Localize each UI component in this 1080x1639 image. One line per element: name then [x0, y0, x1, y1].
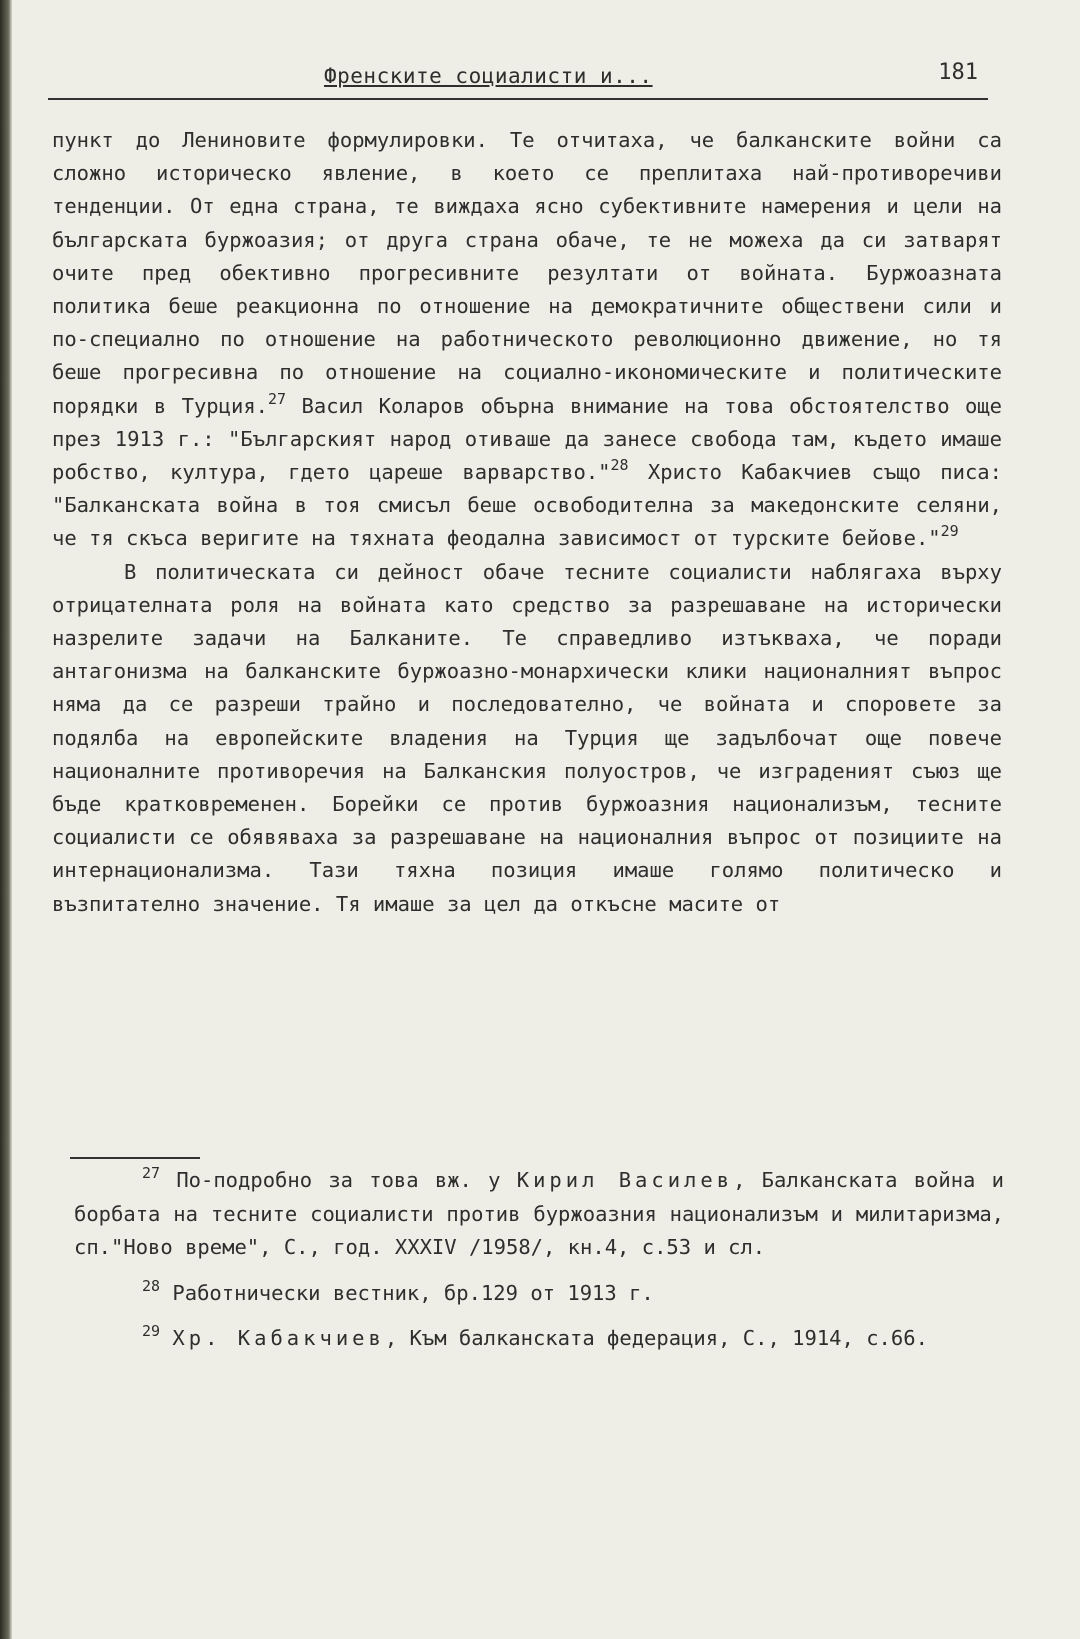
- footnote-text: , Балканската война и борбата на тесните социалисти против буржоазния национализъм и милитаризма, сп."Ново време", С., год. XXXIV /1958/, кн.4, с.53 и сл.: [74, 1168, 1004, 1259]
- footnote-text: Работнически вестник, бр.129 от 1913 г.: [172, 1280, 654, 1305]
- paragraph-1-part-2: Васил Коларов обърна внимание на това обстоятелство още през 1913 г.: "Българският народ отиваше да занесе свобода там, където имаше робство, култура, гдето цареше варварство.": [52, 393, 1002, 485]
- main-text: [52, 124, 1002, 921]
- footnote-29: [74, 1322, 1004, 1356]
- footnote-text: По-подробно за това вж. у: [176, 1168, 517, 1192]
- page-header: [48, 60, 988, 100]
- footnote-ref-28: 28: [610, 456, 629, 475]
- footnotes: [74, 1164, 1004, 1368]
- paragraph-1-part-1: пункт до Лениновите формулировки. Те отчитаха, че балканските войни са сложно историческо явление, в което се преплитаха най-противоречиви тенденции. От една страна, те виждаха ясно субективните намерения и цели на българската буржоазия; от друга страна обаче, те не можеха да си затварят очите пред обективно прогресивните резултати от войната. Буржоазната политика беше реакционна по отношение на демократичните обществени сили и по-специално по отношение на работническото революционно движение, но тя беше прогресивна по отношение на социално-икономическите и политическите порядки в Турция.: [52, 128, 1002, 418]
- footnote-27: [74, 1164, 1004, 1265]
- page-number: 181: [938, 60, 978, 85]
- footnote-author: Хр. Кабакчиев: [172, 1326, 385, 1350]
- paragraph-1-part-3: Христо Кабакчиев също писа: "Балканската война в тоя смисъл беше освободителна за македонските селяни, че тя скъса веригите на тяхната феодална зависимост от турските бейове.": [52, 460, 1002, 551]
- footnote-text: , Към балканската федерация, С., 1914, с.66.: [384, 1326, 928, 1350]
- paragraph-2: В политическата си дейност обаче тесните социалисти наблягаха върху отрицателната роля на войната като средство за разрешаване на исторически назрелите задачи на Балканите. Те справедливо изтъкваха, че поради антагонизма на балканските буржоазно-монархически клики националният въпрос няма да се разреши трайно и последователно, че войната и споровете за подялба на европейските владения на Турция ще задълбочат още повече националните противоречия на Балканския полуостров, че изграденият съюз ще бъде кратковременен. Борейки се против буржоазния национализъм, тесните социалисти се обявяваха за разрешаване на националния въпрос от позициите на интернационализма. Тази тяхна позиция имаше голямо политическо и възпитателно значение. Тя имаше за цел да откъсне масите от: [52, 559, 1002, 916]
- footnote-author: Кирил Василев: [516, 1168, 734, 1192]
- footnote-28: [74, 1277, 1004, 1311]
- book-page: [12, 0, 1080, 1639]
- footnote-number: 28: [142, 1276, 161, 1295]
- footnote-ref-29: 29: [940, 522, 959, 541]
- footnote-number: 29: [142, 1322, 161, 1340]
- footnote-ref-27: 27: [268, 389, 287, 408]
- paragraph-1: [52, 124, 1002, 556]
- book-binding-edge: [0, 0, 12, 1639]
- footnote-separator: [70, 1157, 200, 1159]
- running-title: Френските социалисти и...: [324, 64, 653, 88]
- footnote-number: 27: [142, 1164, 161, 1182]
